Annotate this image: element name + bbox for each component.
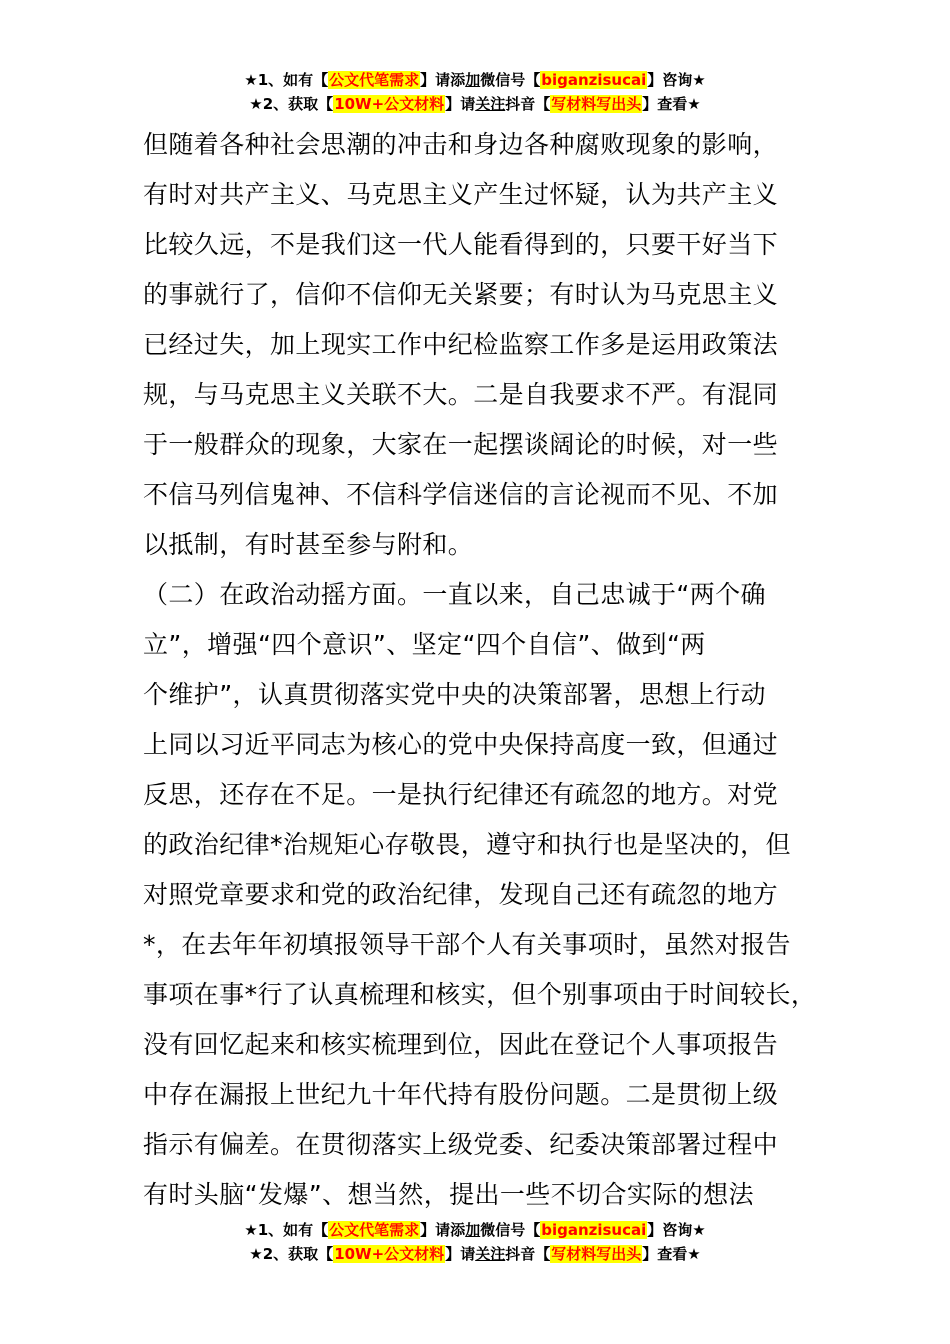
document-body — [143, 120, 843, 1220]
body-line: 立”，增强“四个意识”、坚定“四个自信”、做到“两 — [143, 630, 706, 659]
header-line-2-highlight-douyin: 写材料写出头 — [551, 95, 642, 113]
body-line: 比较久远，不是我们这一代人能看得到的，只要干好当下 — [143, 230, 779, 259]
header-line-2-middle-2: 抖音【 — [505, 95, 551, 113]
header-line-1-suffix: 】咨询★ — [647, 71, 706, 89]
footer-line-2-underlined: 关注 — [475, 1245, 506, 1263]
body-line: 有时对共产主义、马克思主义产生过怀疑，认为共产主义 — [143, 180, 779, 209]
body-line: 对照党章要求和党的政治纪律，发现自己还有疏忽的地方 — [143, 880, 779, 909]
body-line: 个维护”，认真贯彻落实党中央的决策部署，思想上行动 — [143, 680, 766, 709]
header-line-2-prefix: ★2、获取【 — [249, 95, 334, 113]
header-banner — [0, 68, 950, 116]
header-line-1-middle: 】请添 — [420, 71, 466, 89]
footer-line-1-middle: 】请添 — [420, 1221, 466, 1239]
footer-line-2-middle: 】请 — [445, 1245, 476, 1263]
body-line: 反思，还存在不足。一是执行纪律还有疏忽的地方。对党 — [143, 780, 779, 809]
body-line: 事项在事*行了认真梳理和核实，但个别事项由于时间较长， — [143, 980, 817, 1009]
footer-line-1-prefix: ★1、如有【 — [244, 1221, 329, 1239]
body-line: 于一般群众的现象，大家在一起摆谈阔论的时候，对一些 — [143, 430, 779, 459]
footer-line-2-middle-2: 抖音【 — [505, 1245, 551, 1263]
body-line: *，在去年年初填报领导干部个人有关事项时，虽然对报告 — [143, 930, 791, 959]
footer-line-2-highlight-douyin: 写材料写出头 — [551, 1245, 642, 1263]
header-line-2-underlined: 关注 — [475, 95, 506, 113]
header-line-1-prefix: ★1、如有【 — [244, 71, 329, 89]
footer-line-2-prefix: ★2、获取【 — [249, 1245, 334, 1263]
body-line: （二）在政治动摇方面。一直以来，自己忠诚于“两个确 — [143, 580, 766, 609]
footer-line-2-highlight-materials: 10W+公文材料 — [334, 1245, 445, 1263]
body-line: 已经过失，加上现实工作中纪检监察工作多是运用政策法 — [143, 330, 779, 359]
body-line: 没有回忆起来和核实梳理到位，因此在登记个人事项报告 — [143, 1030, 779, 1059]
footer-line-2 — [0, 1242, 950, 1266]
footer-line-2-suffix: 】查看★ — [642, 1245, 701, 1263]
header-line-1-middle-2: 微信号【 — [480, 71, 541, 89]
header-line-2-suffix: 】查看★ — [642, 95, 701, 113]
body-line: 的事就行了，信仰不信仰无关紧要；有时认为马克思主义 — [143, 280, 779, 309]
header-line-2-highlight-materials: 10W+公文材料 — [334, 95, 445, 113]
header-line-1 — [0, 68, 950, 92]
header-line-2-middle: 】请 — [445, 95, 476, 113]
footer-line-1-suffix: 】咨询★ — [647, 1221, 706, 1239]
body-line: 以抵制，有时甚至参与附和。 — [143, 530, 474, 559]
footer-line-1-highlight-service: 公文代笔需求 — [329, 1221, 420, 1239]
body-line: 的政治纪律*治规矩心存敬畏，遵守和执行也是坚决的，但 — [143, 830, 791, 859]
body-line: 中存在漏报上世纪九十年代持有股份问题。二是贯彻上级 — [143, 1080, 779, 1109]
header-line-1-highlight-wechat: biganzisucai — [541, 71, 647, 89]
header-line-1-highlight-service: 公文代笔需求 — [329, 71, 420, 89]
footer-banner — [0, 1218, 950, 1266]
body-line: 上同以习近平同志为核心的党中央保持高度一致，但通过 — [143, 730, 779, 759]
body-line: 但随着各种社会思潮的冲击和身边各种腐败现象的影响， — [143, 130, 779, 159]
body-line: 不信马列信鬼神、不信科学信迷信的言论视而不见、不加 — [143, 480, 779, 509]
body-line: 有时头脑“发爆”、想当然，提出一些不切合实际的想法 — [143, 1180, 754, 1209]
footer-line-1-highlight-wechat: biganzisucai — [541, 1221, 647, 1239]
header-line-1-underlined: 加 — [465, 71, 481, 89]
body-line: 指示有偏差。在贯彻落实上级党委、纪委决策部署过程中 — [143, 1130, 779, 1159]
footer-line-1-underlined: 加 — [465, 1221, 481, 1239]
header-line-2 — [0, 92, 950, 116]
footer-line-1 — [0, 1218, 950, 1242]
body-line: 规，与马克思主义关联不大。二是自我要求不严。有混同 — [143, 380, 779, 409]
footer-line-1-middle-2: 微信号【 — [480, 1221, 541, 1239]
